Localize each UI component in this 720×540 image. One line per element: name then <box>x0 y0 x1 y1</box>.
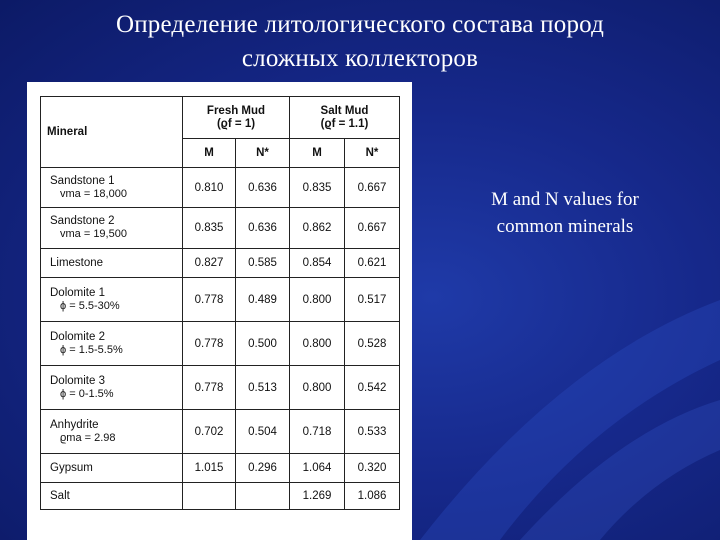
mn-values-table <box>40 96 400 510</box>
slide-title <box>0 8 720 76</box>
mineral-name: Anhydrite <box>50 418 99 431</box>
fresh-n-value: 0.636 <box>236 208 290 249</box>
fresh-n-value: 0.489 <box>236 278 290 322</box>
fresh-mud-density: (ϱf = 1) <box>216 117 256 130</box>
salt-mud-header <box>290 97 400 139</box>
salt-mud-label: Salt Mud <box>320 104 369 117</box>
salt-m-value: 1.064 <box>290 454 345 483</box>
mineral-param: ϕ = 5.5-30% <box>60 299 120 312</box>
fresh-mud-label: Fresh Mud <box>206 104 266 117</box>
fresh-m-value: 0.778 <box>183 278 236 322</box>
slide-title-line1: Определение литологического состава пород <box>115 11 605 38</box>
mineral-param: vma = 19,500 <box>60 228 127 240</box>
fresh-n-value: 0.636 <box>236 168 290 208</box>
salt-n-value: 0.533 <box>345 410 400 454</box>
fresh-n-value: 0.296 <box>236 454 290 483</box>
table-row <box>41 278 400 322</box>
table-image <box>27 82 412 540</box>
table-row <box>41 366 400 410</box>
table-row <box>41 410 400 454</box>
mineral-name: Gypsum <box>50 461 93 474</box>
table-header-row <box>41 97 400 139</box>
salt-n-value: 0.542 <box>345 366 400 410</box>
salt-m-value: 0.854 <box>290 249 345 278</box>
fresh-m-value: 0.702 <box>183 410 236 454</box>
salt-m-value: 0.800 <box>290 322 345 366</box>
slide-title-line2: сложных коллекторов <box>241 45 479 72</box>
table-row <box>41 168 400 208</box>
table-row <box>41 249 400 278</box>
salt-m-value: 1.269 <box>290 483 345 510</box>
mineral-param: ϕ = 1.5-5.5% <box>60 343 123 356</box>
mineral-column-header: Mineral <box>41 97 183 168</box>
salt-n-value: 0.320 <box>345 454 400 483</box>
salt-m-value: 0.835 <box>290 168 345 208</box>
fresh-n-value <box>236 483 290 510</box>
salt-m-value: 0.718 <box>290 410 345 454</box>
mineral-name: Dolomite 1 <box>50 286 105 299</box>
fresh-mud-header <box>183 97 290 139</box>
fresh-m-value: 0.778 <box>183 366 236 410</box>
table-row <box>41 483 400 510</box>
fresh-m-value: 0.835 <box>183 208 236 249</box>
mineral-name: Sandstone 1 <box>50 174 115 187</box>
table-row <box>41 322 400 366</box>
salt-m-value: 0.800 <box>290 278 345 322</box>
fresh-n-header: N* <box>236 139 290 168</box>
salt-n-value: 0.621 <box>345 249 400 278</box>
mineral-name: Dolomite 2 <box>50 330 105 343</box>
fresh-m-value: 0.827 <box>183 249 236 278</box>
fresh-n-value: 0.513 <box>236 366 290 410</box>
mineral-name: Dolomite 3 <box>50 374 105 387</box>
mineral-param: ϕ = 0-1.5% <box>60 387 114 400</box>
mineral-name: Sandstone 2 <box>50 215 115 227</box>
table-row <box>41 454 400 483</box>
fresh-n-value: 0.500 <box>236 322 290 366</box>
mineral-param: vma = 18,000 <box>60 187 127 200</box>
salt-n-header: N* <box>345 139 400 168</box>
fresh-m-value: 0.778 <box>183 322 236 366</box>
salt-m-value: 0.800 <box>290 366 345 410</box>
salt-m-value: 0.862 <box>290 208 345 249</box>
mineral-name: Limestone <box>50 256 104 269</box>
fresh-m-value: 0.810 <box>183 168 236 208</box>
salt-n-value: 0.667 <box>345 208 400 249</box>
caption-line2: common minerals <box>496 216 634 237</box>
salt-n-value: 0.528 <box>345 322 400 366</box>
salt-n-value: 0.667 <box>345 168 400 208</box>
salt-m-header: M <box>290 139 345 168</box>
fresh-m-header: M <box>183 139 236 168</box>
table-caption <box>455 186 675 240</box>
salt-n-value: 1.086 <box>345 483 400 510</box>
salt-mud-density: (ϱf = 1.1) <box>320 117 369 130</box>
mineral-name: Salt <box>50 489 70 502</box>
fresh-n-value: 0.585 <box>236 249 290 278</box>
mineral-param: ϱma = 2.98 <box>60 431 116 444</box>
fresh-n-value: 0.504 <box>236 410 290 454</box>
caption-line1: M and N values for <box>491 189 639 210</box>
fresh-m-value <box>183 483 236 510</box>
table-row <box>41 208 400 249</box>
fresh-m-value: 1.015 <box>183 454 236 483</box>
salt-n-value: 0.517 <box>345 278 400 322</box>
